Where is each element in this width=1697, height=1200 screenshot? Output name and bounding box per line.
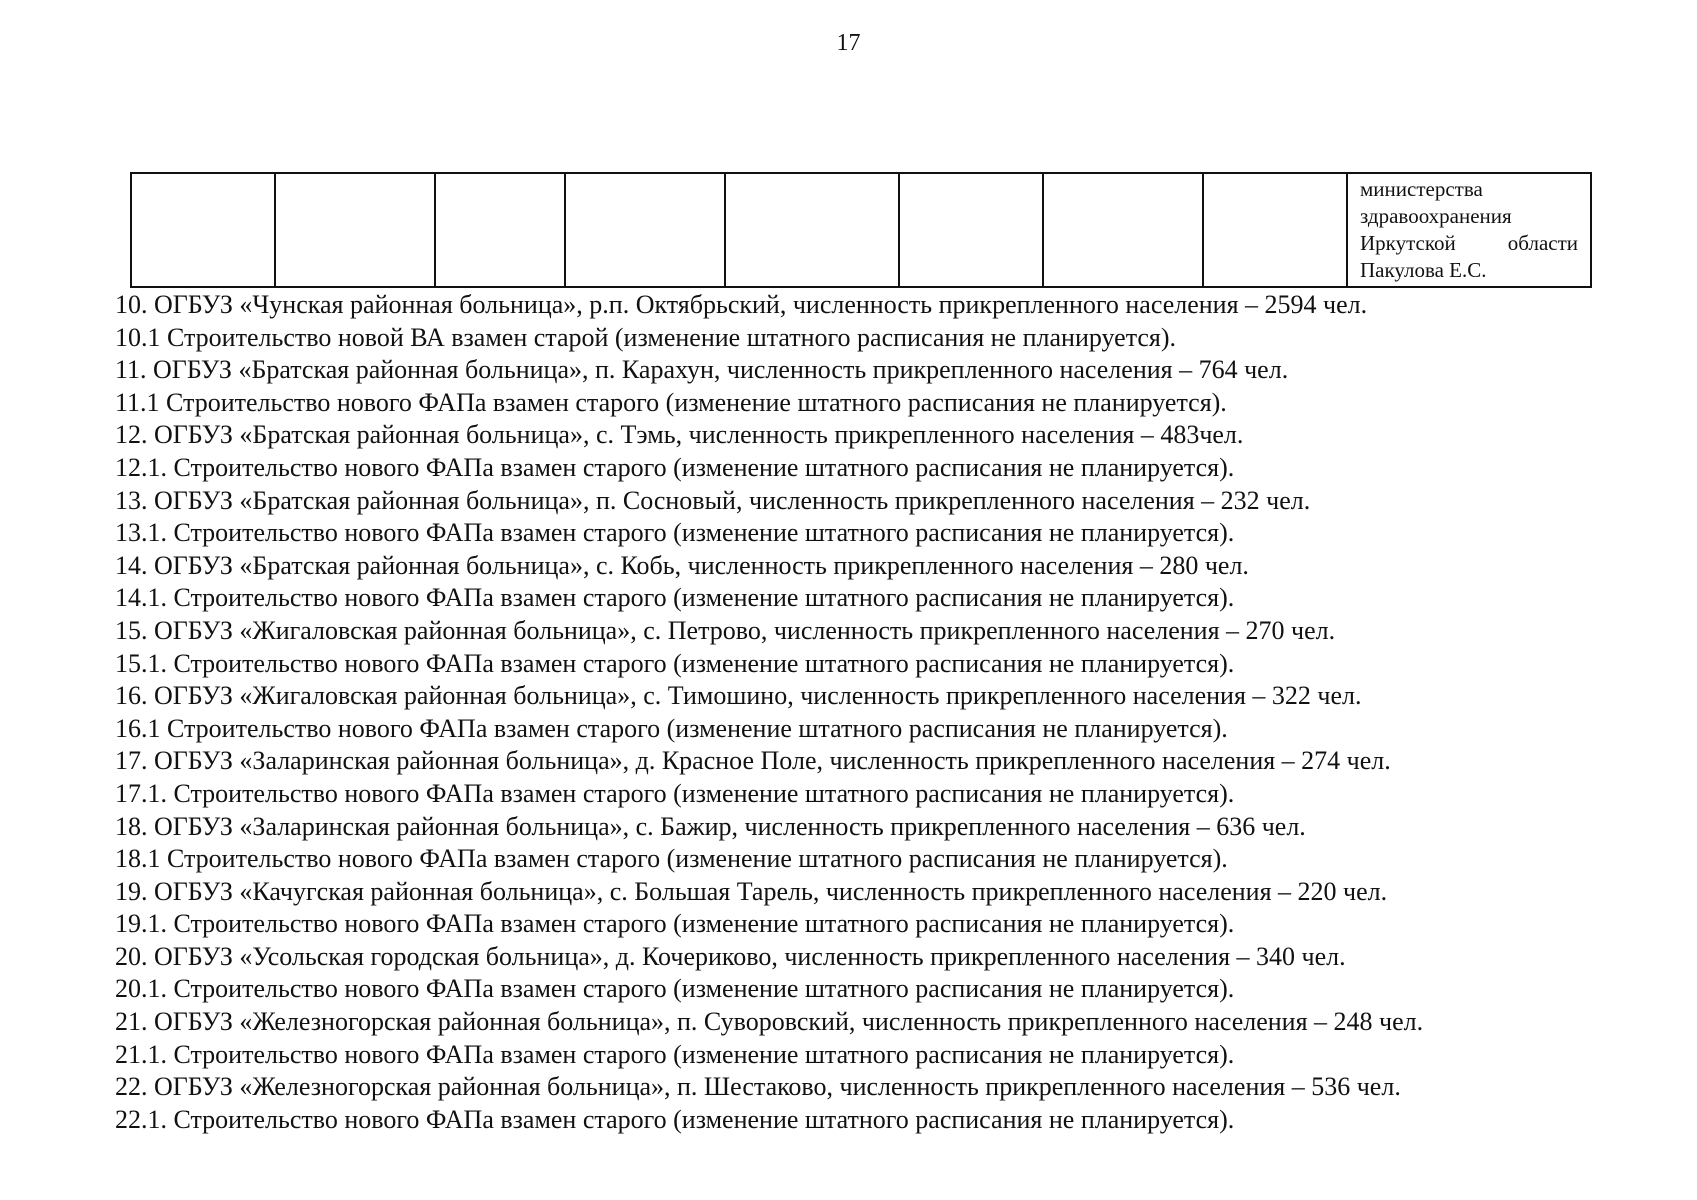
list-item: 21. ОГБУЗ «Железногорская районная больница», п. Суворовский, численность прикрепленного населения – 248 чел.: [115, 1007, 1424, 1037]
list-item: 18.1 Строительство нового ФАПа взамен старого (изменение штатного расписания не планируется).: [115, 844, 1228, 874]
list-item: 12.1. Строительство нового ФАПа взамен старого (изменение штатного расписания не планируется).: [115, 452, 1235, 482]
items-list: [115, 289, 1675, 1136]
responsible-word: области: [1507, 231, 1578, 255]
list-item: 11.1 Строительство нового ФАПа взамен старого (изменение штатного расписания не планируется).: [115, 387, 1227, 417]
table-cell-empty: [435, 173, 565, 287]
list-item: 11. ОГБУЗ «Братская районная больница», п. Карахун, численность прикрепленного населения – 764 чел.: [115, 355, 1289, 385]
list-item: 13.1. Строительство нового ФАПа взамен старого (изменение штатного расписания не планируется).: [115, 518, 1235, 548]
list-item: 21.1. Строительство нового ФАПа взамен старого (изменение штатного расписания не планируется).: [115, 1039, 1235, 1069]
table-cell-responsible: [1347, 173, 1591, 287]
list-item: 14.1. Строительство нового ФАПа взамен старого (изменение штатного расписания не планируется).: [115, 583, 1235, 613]
responsible-line: здравоохранения: [1360, 204, 1512, 228]
list-item: 14. ОГБУЗ «Братская районная больница», с. Кобь, численность прикрепленного населения – 280 чел.: [115, 550, 1249, 580]
continued-table: [130, 172, 1592, 288]
responsible-line: [1360, 230, 1578, 257]
list-item: 20. ОГБУЗ «Усольская городская больница», д. Кочериково, численность прикрепленного населения – 340 чел.: [115, 941, 1346, 971]
list-item: 22.1. Строительство нового ФАПа взамен старого (изменение штатного расписания не планируется).: [115, 1104, 1235, 1134]
table-cell-empty: [275, 173, 435, 287]
list-item: 18. ОГБУЗ «Заларинская районная больница», с. Бажир, численность прикрепленного населения – 636 чел.: [115, 811, 1306, 841]
list-item: 19.1. Строительство нового ФАПа взамен старого (изменение штатного расписания не планируется).: [115, 909, 1235, 939]
list-item: 22. ОГБУЗ «Железногорская районная больница», п. Шестаково, численность прикрепленного населения – 536 чел.: [115, 1072, 1401, 1102]
list-item: 10. ОГБУЗ «Чунская районная больница», р.п. Октябрьский, численность прикрепленного населения – 2594 чел.: [115, 290, 1368, 319]
list-item: 16.1 Строительство нового ФАПа взамен старого (изменение штатного расписания не планируется).: [115, 713, 1228, 743]
table-cell-empty: [1203, 173, 1347, 287]
list-item: 19. ОГБУЗ «Качугская районная больница», с. Большая Тарель, численность прикрепленного населения – 220 чел.: [115, 876, 1388, 906]
list-item: 16. ОГБУЗ «Жигаловская районная больница», с. Тимошино, численность прикрепленного населения – 322 чел.: [115, 681, 1362, 711]
list-item: 12. ОГБУЗ «Братская районная больница», с. Тэмь, численность прикрепленного населения – 483чел.: [115, 420, 1244, 450]
list-item: 10.1 Строительство новой ВА взамен старой (изменение штатного расписания не планируется).: [115, 322, 1177, 352]
table-cell-empty: [899, 173, 1043, 287]
table-cell-empty: [131, 173, 275, 287]
list-item: 20.1. Строительство нового ФАПа взамен старого (изменение штатного расписания не планируется).: [115, 974, 1235, 1004]
table-cell-empty: [565, 173, 725, 287]
page-number: 17: [836, 30, 861, 56]
table-cell-empty: [1043, 173, 1203, 287]
table-row: [131, 173, 1591, 287]
responsible-word: Иркутской: [1360, 231, 1456, 255]
responsible-line: министерства: [1360, 177, 1483, 201]
list-item: 17.1. Строительство нового ФАПа взамен старого (изменение штатного расписания не планируется).: [115, 778, 1235, 808]
responsible-name: Пакулова Е.С.: [1360, 258, 1487, 282]
list-item: 15. ОГБУЗ «Жигаловская районная больница», с. Петрово, численность прикрепленного населения – 270 чел.: [115, 615, 1336, 645]
table-cell-empty: [725, 173, 899, 287]
list-item: 15.1. Строительство нового ФАПа взамен старого (изменение штатного расписания не планируется).: [115, 648, 1235, 678]
list-item: 13. ОГБУЗ «Братская районная больница», п. Сосновый, численность прикрепленного населения – 232 чел.: [115, 485, 1311, 515]
list-item: 17. ОГБУЗ «Заларинская районная больница», д. Красное Поле, численность прикрепленного населения – 274 чел.: [115, 746, 1391, 776]
